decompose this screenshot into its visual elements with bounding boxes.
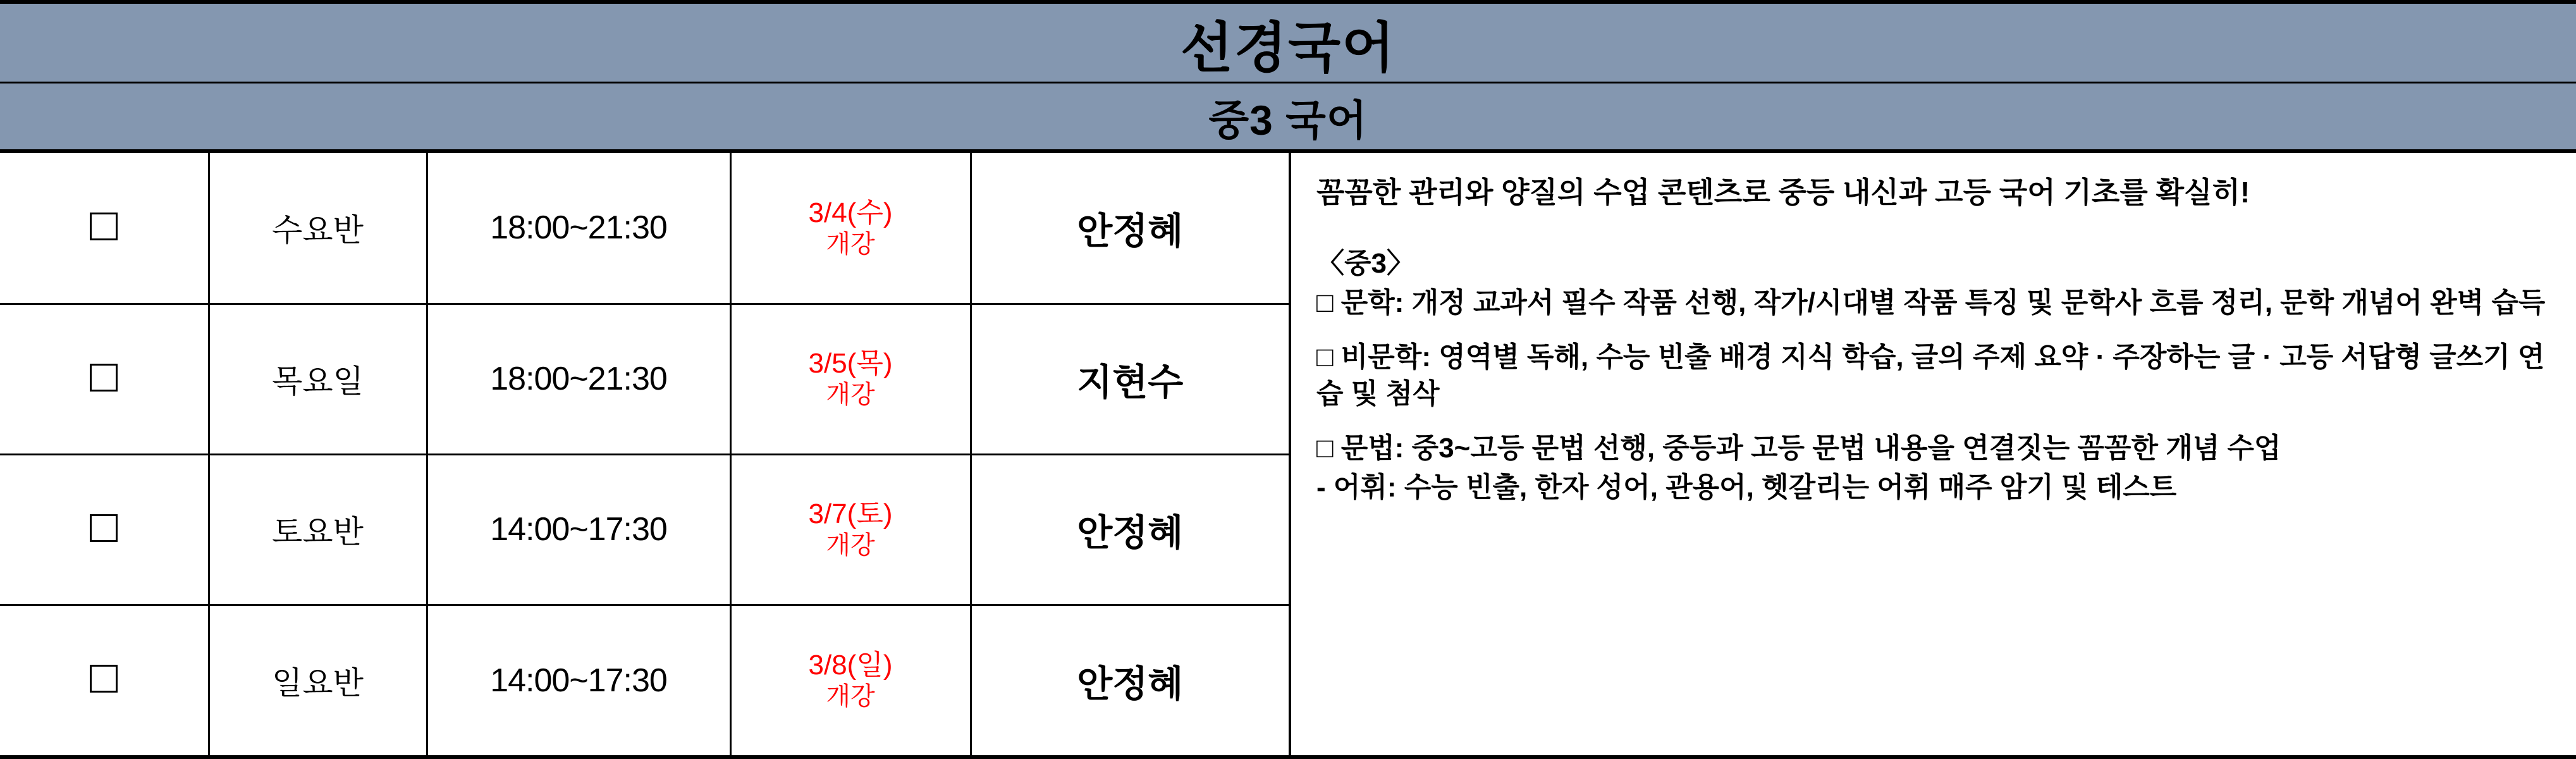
description-section-label: 〈중3〉	[1316, 247, 1414, 279]
teacher-name-cell: 안정혜	[971, 454, 1290, 605]
row-checkbox-cell[interactable]	[0, 605, 209, 755]
start-date-cell	[730, 605, 971, 755]
start-date-text: 3/5(목)	[808, 348, 893, 379]
start-word-text: 개강	[826, 531, 875, 560]
class-time-cell: 18:00~21:30	[427, 304, 730, 454]
class-name-cell: 토요반	[209, 454, 427, 605]
table-row[interactable]	[0, 304, 1290, 454]
description-item-vocabulary: - 어휘: 수능 빈출, 한자 성어, 관용어, 헷갈리는 어휘 매주 암기 및 테스트	[1316, 471, 2177, 503]
academy-title: 선경국어	[1180, 17, 1396, 78]
start-word-text: 개강	[826, 230, 875, 258]
table-row[interactable]	[0, 605, 1290, 755]
description-item-grammar: □ 문법: 중3~고등 문법 선행, 중등과 고등 문법 내용을 연결짓는 꼼꼼한 개념 수업	[1316, 432, 2281, 464]
start-date-cell	[730, 304, 971, 454]
teacher-name-cell: 지현수	[971, 304, 1290, 454]
schedule-table-body	[0, 153, 1290, 755]
teacher-name-cell: 안정혜	[1077, 663, 1184, 705]
row-checkbox-cell[interactable]	[0, 153, 209, 304]
checkbox-unchecked-icon[interactable]	[90, 364, 118, 392]
start-date-text: 3/7(토)	[808, 498, 893, 530]
course-description-panel	[1291, 153, 2576, 755]
description-item-literature: □ 문학: 개정 교과서 필수 작품 선행, 작가/시대별 작품 특징 및 문학사 흐름 정리, 문학 개념어 완벽 습득	[1316, 287, 2546, 318]
start-word-text: 개강	[826, 381, 875, 409]
table-row[interactable]	[0, 454, 1290, 605]
checkbox-unchecked-icon[interactable]	[90, 514, 118, 542]
start-word-text: 개강	[826, 682, 875, 711]
description-headline: 꼼꼼한 관리와 양질의 수업 콘텐츠로 중등 내신과 고등 국어 기초를 확실히!	[1316, 176, 2250, 209]
class-time-cell: 14:00~17:30	[427, 605, 730, 755]
course-title-bar	[0, 83, 2576, 153]
start-date-cell	[730, 153, 971, 304]
start-date-cell	[730, 454, 971, 605]
checkbox-unchecked-icon[interactable]	[90, 213, 118, 240]
academy-title-bar	[0, 0, 2576, 83]
class-time-cell: 14:00~17:30	[427, 454, 730, 605]
table-row[interactable]	[0, 153, 1290, 304]
start-date-text: 3/8(일)	[808, 650, 893, 681]
teacher-name-cell: 안정혜	[971, 153, 1290, 304]
course-title: 중3 국어	[1208, 96, 1368, 144]
class-name-cell: 수요반	[209, 153, 427, 304]
description-item-nonfiction: □ 비문학: 영역별 독해, 수능 빈출 배경 지식 학습, 글의 주제 요약 · 주장하는 글 · 고등 서답형 글쓰기 연습 및 첨삭	[1316, 341, 2545, 409]
row-checkbox-cell[interactable]	[0, 454, 209, 605]
start-date-text: 3/4(수)	[808, 197, 893, 228]
row-checkbox-cell[interactable]	[0, 304, 209, 454]
class-time-cell: 18:00~21:30	[427, 153, 730, 304]
class-name-cell: 일요반	[209, 605, 427, 755]
checkbox-unchecked-icon[interactable]	[90, 665, 118, 693]
sheet-body	[0, 153, 2576, 759]
schedule-table	[0, 153, 1291, 755]
class-name-cell: 목요일	[209, 304, 427, 454]
